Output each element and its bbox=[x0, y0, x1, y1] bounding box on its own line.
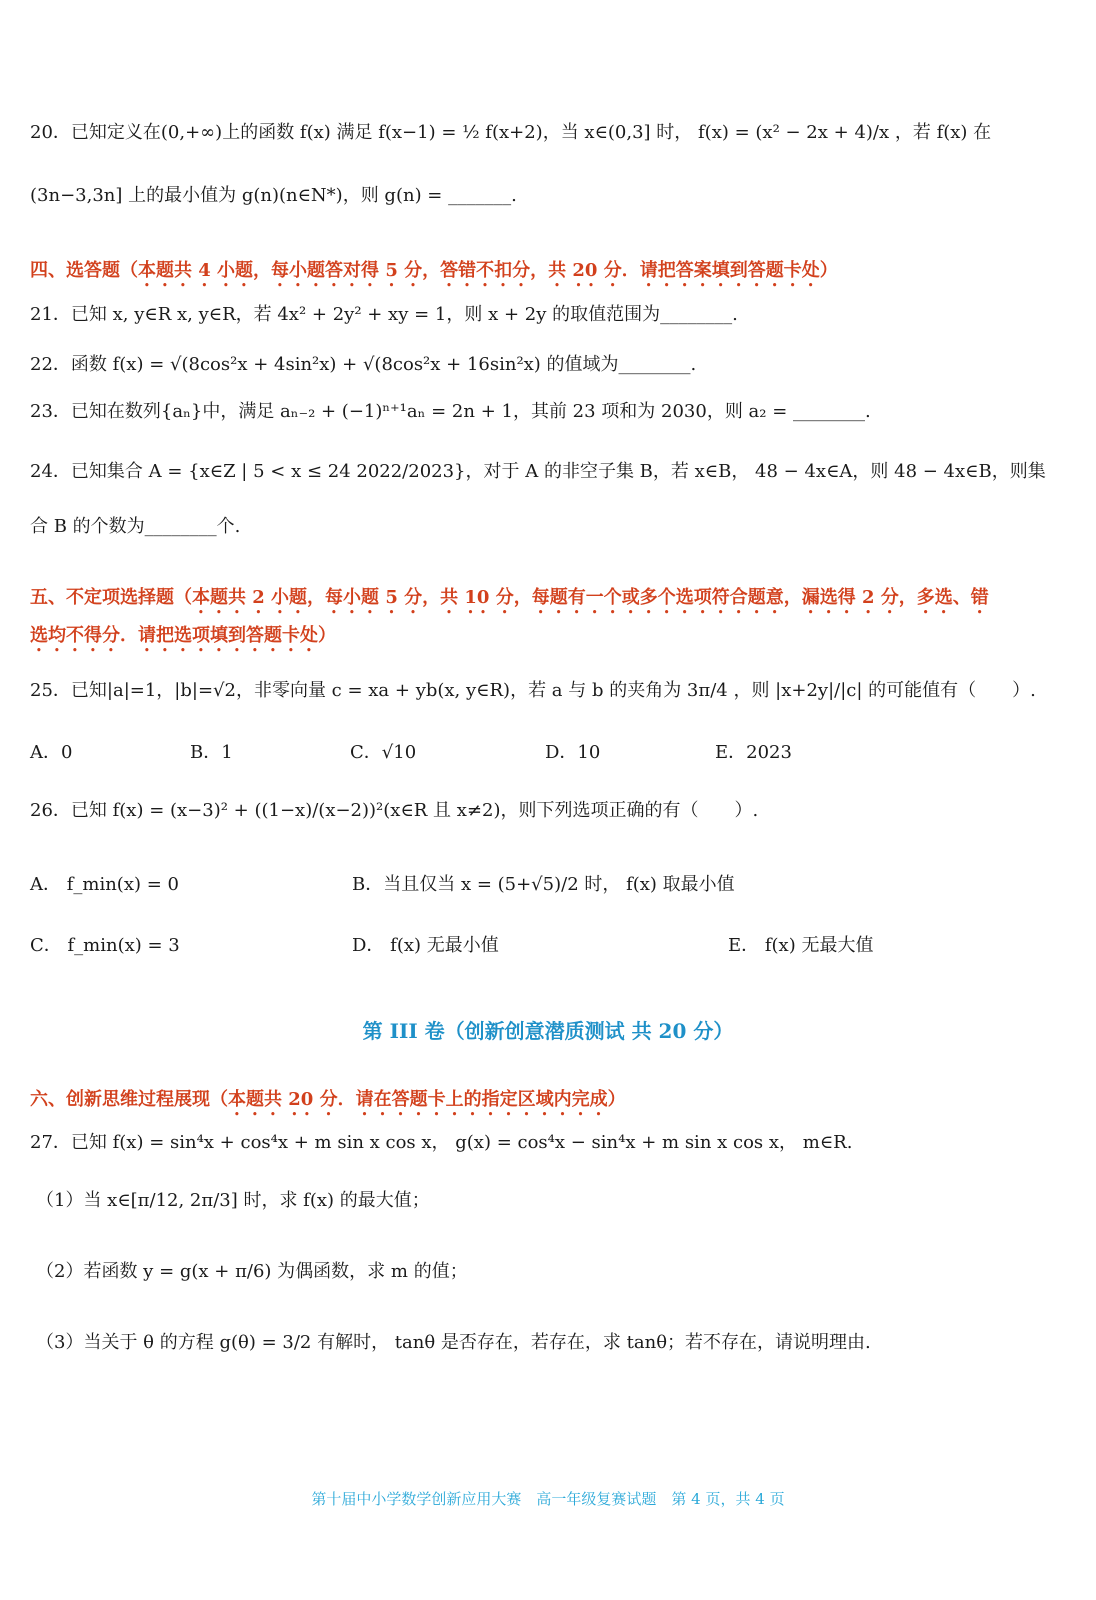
section5-heading-line2 bbox=[30, 623, 1056, 656]
q25-option-b: B．1 bbox=[190, 742, 233, 763]
q27-part3: （3）当关于 θ 的方程 g(θ) = 3/2 有解时， tanθ 是否存在，若存在，求 tanθ；若不存在，请说明理由. bbox=[36, 1332, 871, 1353]
q20-line2: (3n−3,3n] 上的最小值为 g(n)(n∈N*)，则 g(n) = _______. bbox=[30, 185, 517, 206]
section5-note2: 选均不得分．请把选项填到答题卡处） bbox=[30, 625, 336, 646]
q27-stem: 27．已知 f(x) = sin⁴x + cos⁴x + m sin x cos x， g(x) = cos⁴x − sin⁴x + m sin x cos x， m∈R. bbox=[30, 1132, 853, 1153]
q26-option-b: B．当且仅当 x = (5+√5)/2 时， f(x) 取最小值 bbox=[352, 874, 735, 895]
q27-part1: （1）当 x∈[π/12, 2π/3] 时，求 f(x) 的最大值； bbox=[36, 1190, 430, 1211]
q27-part2: （2）若函数 y = g(x + π/6) 为偶函数，求 m 的值； bbox=[36, 1261, 468, 1282]
section5-heading-line1 bbox=[30, 585, 1056, 618]
q26-option-c: C． f_min(x) = 3 bbox=[30, 935, 180, 956]
section4-note: （本题共 4 小题，每小题答对得 5 分，答错不扣分，共 20 分．请把答案填到答题卡处） bbox=[120, 260, 838, 281]
section4-label: 四、选答题 bbox=[30, 260, 120, 281]
q26-option-e: E． f(x) 无最大值 bbox=[728, 935, 874, 956]
q25-option-e: E．2023 bbox=[715, 742, 792, 763]
part3-title: 第 III 卷（创新创意潜质测试 共 20 分） bbox=[362, 1019, 734, 1043]
section4-heading bbox=[30, 258, 1056, 291]
q25-option-a: A．0 bbox=[30, 742, 73, 763]
section5-label: 五、不定项选择题 bbox=[30, 587, 174, 608]
section6-heading bbox=[30, 1087, 1056, 1120]
q21: 21．已知 x, y∈R x, y∈R，若 4x² + 2y² + xy = 1，则 x + 2y 的取值范围为________. bbox=[30, 304, 738, 325]
q24-line2: 合 B 的个数为________个. bbox=[30, 516, 241, 537]
section5-note1: （本题共 2 小题，每小题 5 分，共 10 分，每题有一个或多个选项符合题意，漏选得 2 分，多选、错 bbox=[174, 587, 989, 608]
q23: 23．已知在数列{aₙ}中，满足 aₙ₋₂ + (−1)ⁿ⁺¹aₙ = 2n + 1，其前 23 项和为 2030，则 a₂ = ________. bbox=[30, 401, 871, 422]
q25-stem: 25．已知|a|=1，|b|=√2，非零向量 c = xa + yb(x, y∈R)，若 a 与 b 的夹角为 3π/4 ，则 |x+2y|/|c| 的可能值有（ ）. bbox=[30, 680, 1036, 701]
section6-label: 六、创新思维过程展现 bbox=[30, 1089, 210, 1110]
q22: 22．函数 f(x) = √(8cos²x + 4sin²x) + √(8cos²x + 16sin²x) 的值域为________. bbox=[30, 354, 697, 375]
q20-line1: 20．已知定义在(0,+∞)上的函数 f(x) 满足 f(x−1) = ½ f(x+2)，当 x∈(0,3] 时， f(x) = (x² − 2x + 4)/x ，若 f(x) 在 bbox=[30, 122, 992, 143]
q26-option-d: D． f(x) 无最小值 bbox=[352, 935, 499, 956]
page-footer: 第十届中小学数学创新应用大赛 高一年级复赛试题 第 4 页，共 4 页 bbox=[311, 1490, 785, 1508]
q24-line1: 24．已知集合 A = {x∈Z | 5 < x ≤ 24 2022/2023}，对于 A 的非空子集 B，若 x∈B， 48 − 4x∈A，则 48 − 4x∈B，则集 bbox=[30, 461, 1046, 482]
section6-note: （本题共 20 分．请在答题卡上的指定区域内完成） bbox=[210, 1089, 626, 1110]
q26-stem: 26．已知 f(x) = (x−3)² + ((1−x)/(x−2))²(x∈R 且 x≠2)，则下列选项正确的有（ ）. bbox=[30, 800, 759, 821]
q26-option-a: A． f_min(x) = 0 bbox=[30, 874, 179, 895]
q25-option-c: C．√10 bbox=[350, 742, 417, 763]
q25-option-d: D．10 bbox=[545, 742, 601, 763]
